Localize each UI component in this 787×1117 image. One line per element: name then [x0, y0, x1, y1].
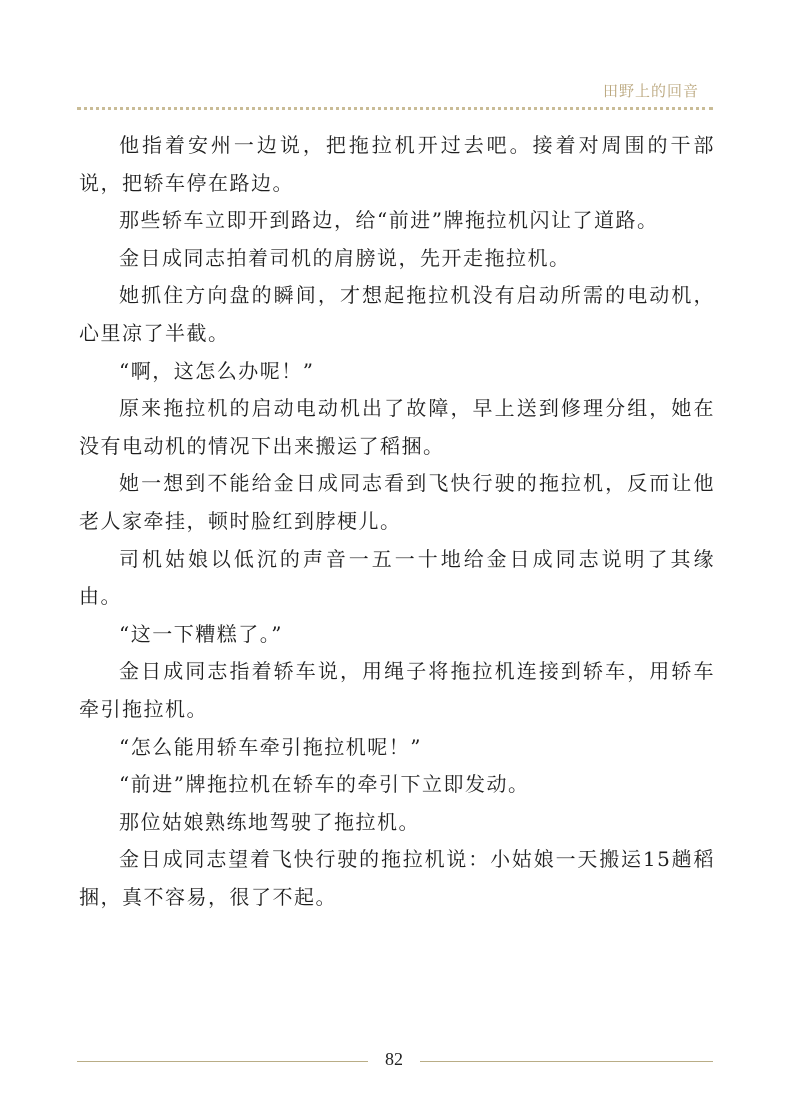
paragraph: 原来拖拉机的启动电动机出了故障，早上送到修理分组，她在没有电动机的情况下出来搬运了稻捆。 — [79, 396, 715, 458]
paragraph: 她抓住方向盘的瞬间，才想起拖拉机没有启动所需的电动机，心里凉了半截。 — [79, 283, 715, 345]
paragraph: 她一想到不能给金日成同志看到飞快行驶的拖拉机，反而让他老人家牵挂，顿时脸红到脖梗儿。 — [79, 471, 715, 533]
footer-rule-left — [77, 1061, 368, 1062]
paragraph: “怎么能用轿车牵引拖拉机呢！” — [119, 734, 422, 759]
footer-rule-right — [420, 1061, 713, 1062]
paragraph: 他指着安州一边说，把拖拉机开过去吧。接着对周围的干部说，把轿车停在路边。 — [79, 133, 715, 195]
page-number: 82 — [385, 1049, 403, 1069]
header-dotted-rule — [77, 107, 713, 110]
paragraph: 那位姑娘熟练地驾驶了拖拉机。 — [119, 809, 420, 834]
paragraph: 金日成同志望着飞快行驶的拖拉机说：小姑娘一天搬运15趟稻捆，真不容易，很了不起。 — [79, 847, 715, 909]
paragraph: 金日成同志指着轿车说，用绳子将拖拉机连接到轿车，用轿车牵引拖拉机。 — [79, 659, 715, 721]
paragraph: 金日成同志拍着司机的肩膀说，先开走拖拉机。 — [119, 245, 571, 270]
running-header-title: 田野上的回音 — [602, 82, 699, 100]
paragraph: “前进”牌拖拉机在轿车的牵引下立即发动。 — [119, 772, 530, 797]
paragraph: 司机姑娘以低沉的声音一五一十地给金日成同志说明了其缘由。 — [79, 546, 715, 609]
paragraph: 那些轿车立即开到路边，给“前进”牌拖拉机闪让了道路。 — [119, 208, 659, 233]
paragraph: “啊，这怎么办呢！” — [119, 358, 315, 383]
paragraph: “这一下糟糕了。” — [119, 621, 283, 646]
body-text — [79, 127, 715, 916]
